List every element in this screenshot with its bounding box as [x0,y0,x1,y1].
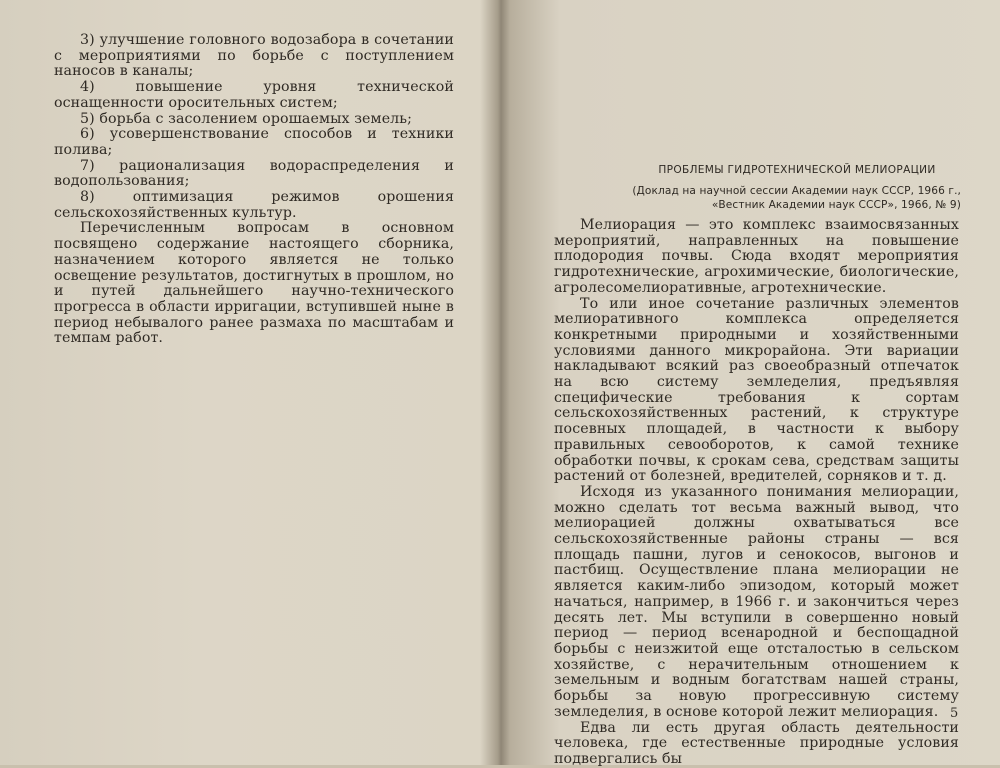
article-source [571,184,961,212]
left-page-text [54,33,454,347]
paragraph: Едва ли есть другая область деятельности человека, где естественные природные условия подвергались бы [554,719,959,767]
list-item-5: 5) борьба с засолением орошаемых земель; [80,110,413,127]
left-page [0,0,500,765]
paragraph: То или иное сочетание различных элементов мелиоративного комплекса определяется конкретными природными и хозяйственными условиями данного микрорайона. Эти вариации накладывают всякий раз своеобразный отпечаток на всю систему земледелия, предъявляя специфические требования к сортам сельскохозяйственных растений, к структуре посевных площадей, в частности к выбору правильных севооборотов, к самой технике обработки почвы, к срокам сева, средствам защиты растений от болезней, вредителей, сорняков и т. д. [554,295,959,485]
article-title: ПРОБЛЕМЫ ГИДРОТЕХНИЧЕСКОЙ МЕЛИОРАЦИИ [658,164,936,176]
paragraph: Мелиорация — это комплекс взаимосвязанных мероприятий, направленных на повышение плодородия почвы. Сюда входят мероприятия гидротехнические, агрохимические, биологические, агролесомелиоративные, агротехнические. [554,217,959,296]
list-item-3: 3) улучшение головного водозабора в сочетании с мероприятиями по борьбе с поступлением наносов в каналы; [54,32,454,80]
right-page-text [554,218,959,768]
summary-paragraph: Перечисленным вопросам в основном посвящено содержание настоящего сборника, назначением которого является не только освещение результатов, достигнутых в прошлом, но и путей дальнейшего научно-технического прогресса в области ирригации, вступившей ныне в период небывалого ранее размаха по масштабам и темпам работ. [54,220,454,347]
list-item-6: 6) усовершенствование способов и техники полива; [54,126,454,158]
list-item-4: 4) повышение уровня технической оснащенности оросительных систем; [54,79,454,111]
right-page [505,0,1000,765]
list-item-7: 7) рационализация водораспределения и водопользования; [54,157,454,190]
source-line-1: (Доклад на научной сессии Академии наук СССР, 1966 г., [632,185,961,197]
list-item-8: 8) оптимизация режимов орошения сельскохозяйственных культур. [54,189,454,221]
page-number: 5 [950,706,959,721]
source-line-2: «Вестник Академии наук СССР», 1966, № 9) [711,199,961,211]
paragraph: Исходя из указанного понимания мелиорации, можно сделать тот весьма важный вывод, что мелиорацией должны охватываться все сельскохозяйственные районы страны — вся площадь пашни, лугов и сенокосов, выгонов и пастбищ. Осуществление плана мелиорации не является каким-либо эпизодом, который может начаться, например, в 1966 г. и закончиться через десять лет. Мы вступили в совершенно новый период — период всенародной и беспощадной борьбы с неизжитой еще отсталостью в сельском хозяйстве, с нерачительным отношением к земельным и водным богатствам нашей страны, борьбы за новую прогрессивную систему земледелия, в основе которой лежит мелиорация. [554,483,959,720]
